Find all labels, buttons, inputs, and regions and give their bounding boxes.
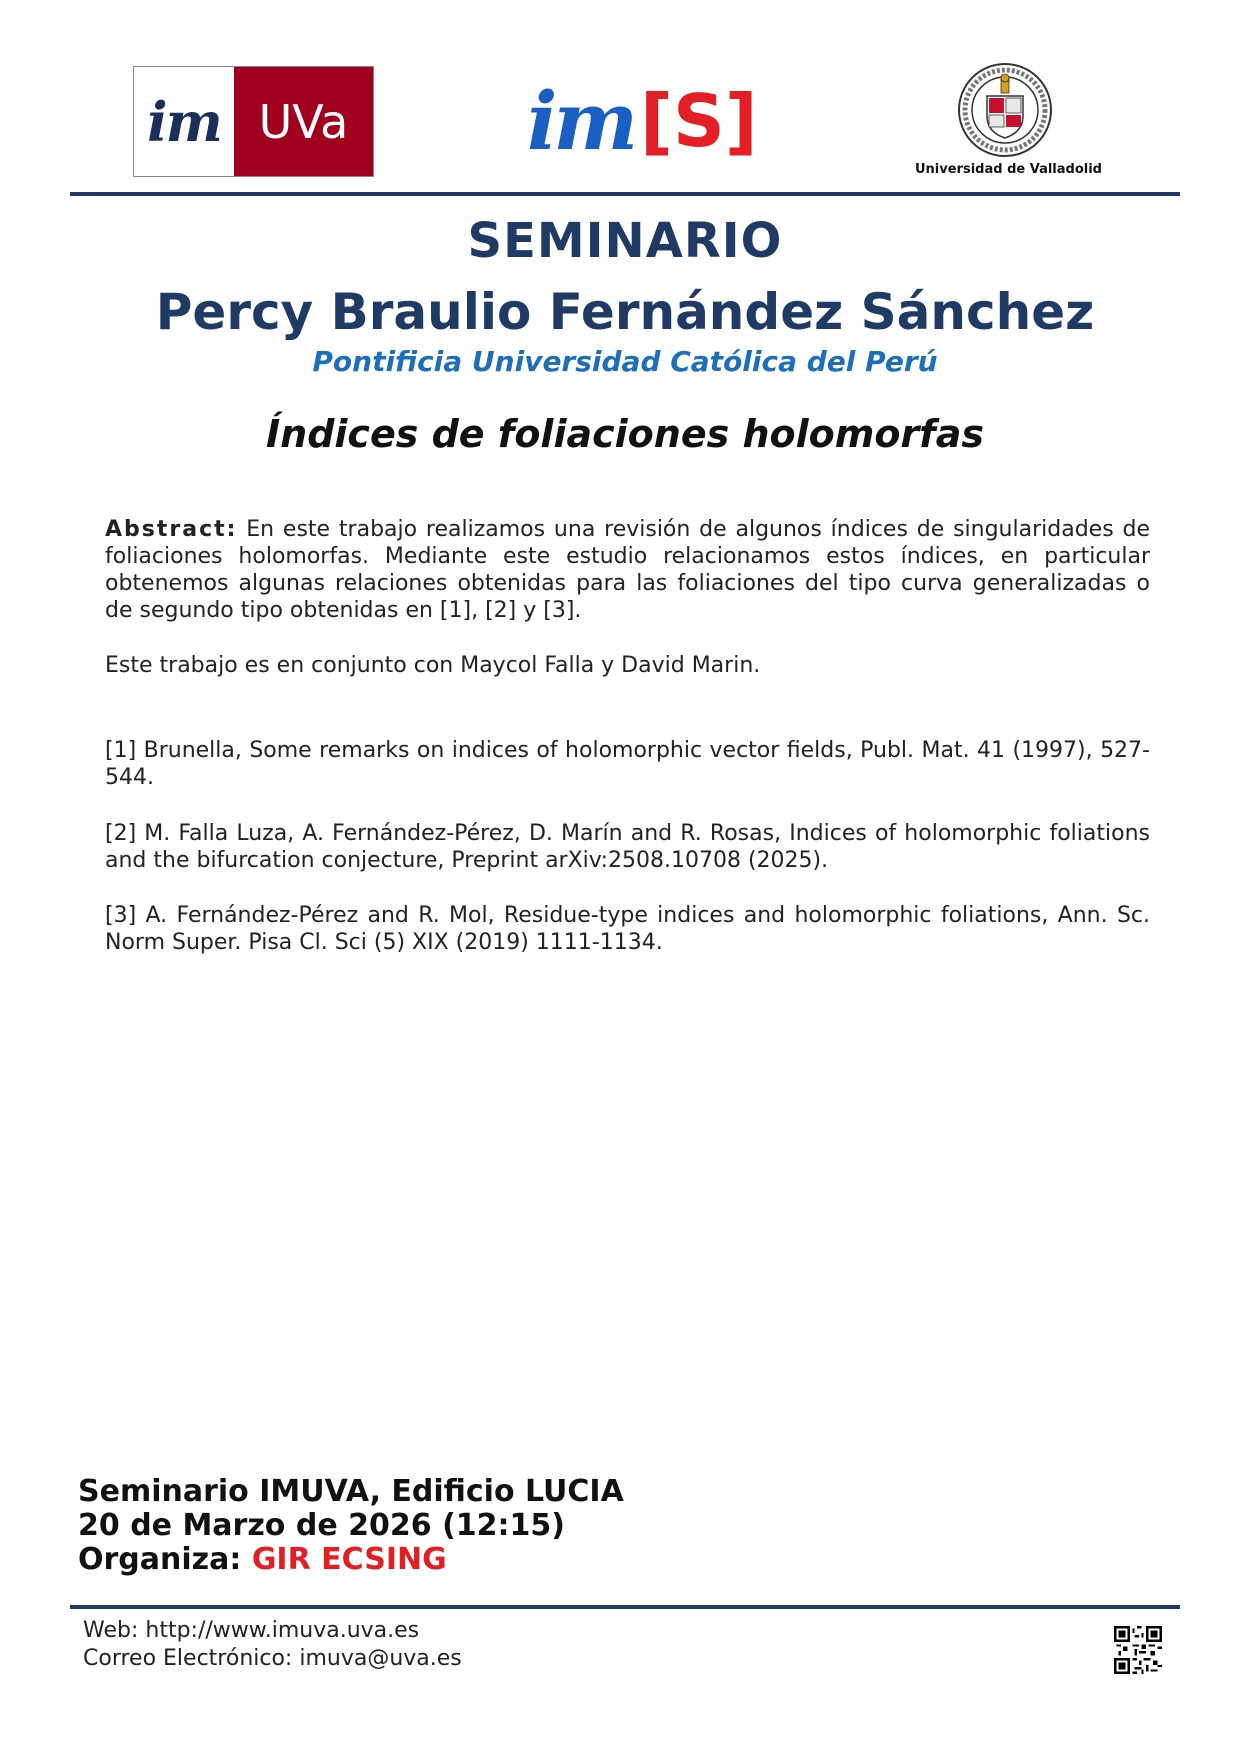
seminar-heading: SEMINARIO — [467, 213, 783, 269]
abstract-label: Abstract: — [105, 517, 238, 542]
footer-divider — [70, 1605, 1180, 1609]
email-link[interactable]: Correo Electrónico: imuva@uva.es — [83, 1646, 462, 1671]
event-datetime: 20 de Marzo de 2026 (12:15) — [78, 1508, 565, 1543]
organizer-label: Organiza: — [78, 1542, 242, 1577]
event-details — [78, 1475, 624, 1577]
reference-item: [3] A. Fernández-Pérez and R. Mol, Residue-type indices and holomorphic foliations, Ann. Sc. Norm Super. Pisa Cl. Sci (5) XIX (2019) 1111-1134. — [105, 903, 1150, 955]
imuva-logo-im-text: im — [147, 89, 221, 154]
imuva-logo-uva-text: UVa — [258, 94, 349, 149]
abstract-text: En este trabajo realizamos una revisión de algunos índices de singularidades de foliaciones holomorfas. Mediante este estudio relacionamos estos índices, en particular obtenemos algunas relaciones obtenidas para las foliaciones del tipo curva generalizadas o de segundo tipo obtenidas en [1], [2] y [3]. — [105, 517, 1150, 623]
header-divider — [70, 192, 1180, 196]
university-logo-caption: Universidad de Valladolid — [915, 162, 1102, 177]
joint-work-note: Este trabajo es en conjunto con Maycol Falla y David Marin. — [105, 653, 761, 678]
imuva-logo-uva-part — [234, 67, 373, 176]
university-logo — [915, 62, 1102, 182]
speaker-affiliation: Pontificia Universidad Católica del Perú — [312, 345, 938, 378]
talk-title: Índices de foliaciones holomorfas — [266, 412, 984, 456]
event-location: Seminario IMUVA, Edificio LUCIA — [78, 1474, 624, 1509]
imuva-logo-im-part — [134, 67, 234, 176]
qr-code-icon — [1114, 1626, 1162, 1674]
organizer-name: GIR ECSING — [251, 1542, 447, 1577]
web-link[interactable]: Web: http://www.imuva.uva.es — [83, 1618, 420, 1643]
event-organizer — [78, 1543, 624, 1577]
university-seal-icon — [957, 62, 1053, 158]
ims-logo-s-text: [S] — [640, 79, 758, 163]
reference-item: [2] M. Falla Luza, A. Fernández-Pérez, D. Marín and R. Rosas, Indices of holomorphic foliations and the bifurcation conjecture, Preprint arXiv:2508.10708 (2025). — [105, 821, 1150, 873]
contact-info — [83, 1617, 462, 1673]
speaker-name: Percy Braulio Fernández Sánchez — [155, 283, 1095, 341]
imuva-logo — [133, 66, 374, 177]
ims-logo-im-text: im — [527, 74, 635, 168]
ims-logo — [527, 66, 758, 176]
abstract-paragraph — [105, 516, 1150, 624]
reference-item: [1] Brunella, Some remarks on indices of holomorphic vector fields, Publ. Mat. 41 (1997), 527-544. — [105, 738, 1150, 790]
